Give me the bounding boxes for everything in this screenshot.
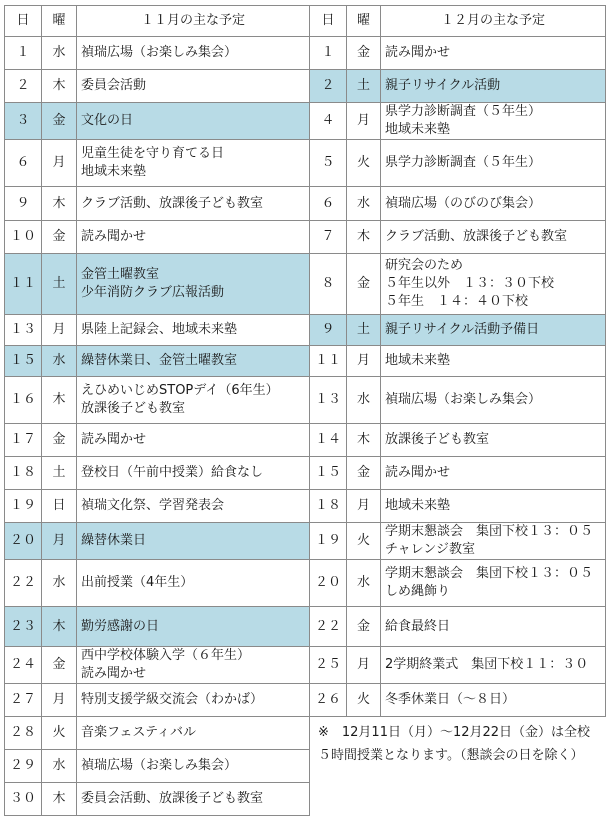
dec-event (381, 187, 606, 221)
nov-event (77, 70, 310, 103)
dec-event-line1: 親子リサイクル活動 (385, 78, 501, 93)
dec-event (381, 221, 606, 254)
dec-weekday: 水 (347, 377, 381, 424)
nov-event-line1: 繰替休業日、金管土曜教室 (81, 353, 238, 368)
dec-event-line1: 放課後子ども教室 (385, 432, 490, 447)
nov-event (77, 315, 310, 346)
nov-event-line1: 禎瑞広場（お楽しみ集会） (81, 758, 238, 773)
nov-event-line1: 金管土曜教室 (81, 267, 160, 282)
header-right-wd: 曜 (347, 6, 381, 37)
dec-event-line1: 親子リサイクル活動予備日 (385, 322, 540, 337)
nov-event-line1: 繰替休業日 (81, 533, 147, 548)
nov-event-line1: 禎瑞文化祭、学習発表会 (81, 498, 225, 513)
nov-event (77, 187, 310, 221)
nov-event (77, 140, 310, 187)
nov-event (77, 783, 310, 816)
dec-event (381, 103, 606, 140)
header-right-day: 日 (310, 6, 347, 37)
dec-event (381, 607, 606, 647)
nov-weekday: 土 (42, 254, 77, 315)
nov-event-line1: 登校日（午前中授業）給食なし (81, 465, 264, 480)
nov-weekday: 金 (42, 424, 77, 457)
dec-event-line1: 学期末懇談会 集団下校１３：０５ (385, 566, 594, 581)
nov-weekday: 水 (42, 37, 77, 70)
nov-event-line1: 県陸上記録会、地域未来塾 (81, 322, 238, 337)
nov-day: １０ (5, 221, 42, 254)
dec-weekday: 土 (347, 315, 381, 346)
header-right-event: １２月の主な予定 (381, 6, 606, 37)
dec-day: ２２ (310, 607, 347, 647)
nov-event-line1: 勤労感謝の日 (81, 618, 160, 634)
nov-event-line2: 地域未来塾 (81, 164, 147, 179)
nov-weekday: 月 (42, 523, 77, 560)
dec-event (381, 254, 606, 315)
dec-day: ９ (310, 315, 347, 346)
nov-day: １９ (5, 490, 42, 523)
dec-day: １ (310, 37, 347, 70)
nov-weekday: 火 (42, 717, 77, 750)
nov-day: ２８ (5, 717, 42, 750)
nov-event-line1: 西中学校体験入学（６年生） (81, 648, 251, 663)
nov-day: ２ (5, 70, 42, 103)
dec-weekday: 火 (347, 684, 381, 717)
nov-event-line1: クラブ活動、放課後子ども教室 (81, 195, 264, 211)
nov-weekday: 月 (42, 140, 77, 187)
dec-weekday: 金 (347, 457, 381, 490)
header-left-day: 日 (5, 6, 42, 37)
dec-day: ２０ (310, 560, 347, 607)
nov-weekday: 金 (42, 103, 77, 140)
nov-event (77, 490, 310, 523)
nov-weekday: 水 (42, 750, 77, 783)
dec-event (381, 457, 606, 490)
nov-event (77, 103, 310, 140)
dec-event-line1: 2学期終業式 集団下校１１：３０ (385, 657, 589, 672)
dec-event (381, 37, 606, 70)
nov-event-line1: えひめいじめSTOPデイ（6年生） (81, 383, 279, 398)
nov-weekday: 金 (42, 221, 77, 254)
dec-weekday: 金 (347, 607, 381, 647)
nov-weekday: 月 (42, 684, 77, 717)
nov-weekday: 月 (42, 315, 77, 346)
nov-event (77, 221, 310, 254)
dec-weekday: 水 (347, 187, 381, 221)
nov-weekday: 木 (42, 783, 77, 816)
dec-event-line1: 冬季休業日（～８日） (385, 692, 516, 707)
nov-event-line1: 児童生徒を守り育てる日 (81, 146, 225, 161)
dec-event-line1: 禎瑞広場（のびのび集会） (385, 195, 542, 211)
dec-event (381, 315, 606, 346)
dec-day: １１ (310, 346, 347, 377)
dec-weekday: 土 (347, 70, 381, 103)
nov-day: ２３ (5, 607, 42, 647)
dec-event-line2: チャレンジ教室 (385, 542, 475, 557)
nov-day: ２４ (5, 647, 42, 684)
nov-event (77, 346, 310, 377)
dec-event (381, 140, 606, 187)
dec-day: １８ (310, 490, 347, 523)
nov-day: １７ (5, 424, 42, 457)
dec-weekday: 月 (347, 490, 381, 523)
nov-event-line1: 読み聞かせ (81, 229, 147, 244)
nov-event-line1: 特別支援学級交流会（わかば） (81, 692, 264, 707)
nov-day: １６ (5, 377, 42, 424)
dec-note: ※ 12月11日（月）～12月22日（金）は全校５時間授業となります。（懇談会の日を除く） (310, 717, 606, 816)
dec-day: ２ (310, 70, 347, 103)
dec-day: ７ (310, 221, 347, 254)
dec-event-line3: ５年生 １４：４０下校 (385, 294, 529, 309)
dec-event-line1: 研究会のため (385, 258, 464, 273)
nov-event-line1: 出前授業（4年生） (81, 575, 194, 590)
nov-event (77, 377, 310, 424)
dec-event-line1: 読み聞かせ (385, 45, 451, 60)
nov-event-line1: 読み聞かせ (81, 432, 147, 447)
dec-weekday: 金 (347, 37, 381, 70)
nov-event (77, 457, 310, 490)
nov-day: １１ (5, 254, 42, 315)
nov-event (77, 523, 310, 560)
nov-event (77, 560, 310, 607)
dec-day: １５ (310, 457, 347, 490)
dec-weekday: 金 (347, 254, 381, 315)
nov-event (77, 750, 310, 783)
nov-event (77, 717, 310, 750)
dec-event-line1: 学期末懇談会 集団下校１３：０５ (385, 524, 594, 539)
dec-event-line2: 地域未来塾 (385, 122, 451, 137)
dec-day: ２５ (310, 647, 347, 684)
nov-weekday: 土 (42, 457, 77, 490)
nov-event (77, 684, 310, 717)
dec-event-line1: 地域未来塾 (385, 498, 451, 513)
nov-event-line2: 少年消防クラブ広報活動 (81, 285, 225, 300)
nov-weekday: 木 (42, 70, 77, 103)
dec-event-line1: 地域未来塾 (385, 353, 451, 368)
nov-weekday: 木 (42, 377, 77, 424)
dec-event-line1: 給食最終日 (385, 618, 451, 634)
dec-event (381, 560, 606, 607)
schedule-table (4, 5, 606, 816)
header-left-event: １１月の主な予定 (77, 6, 310, 37)
nov-event (77, 647, 310, 684)
dec-weekday: 水 (347, 560, 381, 607)
nov-event-line1: 禎瑞広場（お楽しみ集会） (81, 45, 238, 60)
nov-day: １８ (5, 457, 42, 490)
dec-day: ５ (310, 140, 347, 187)
dec-day: １９ (310, 523, 347, 560)
dec-event-line1: 読み聞かせ (385, 465, 451, 480)
nov-event (77, 424, 310, 457)
nov-weekday: 木 (42, 187, 77, 221)
nov-event-line1: 委員会活動 (81, 78, 147, 93)
dec-event (381, 490, 606, 523)
nov-day: ２２ (5, 560, 42, 607)
dec-event-line1: 県学力診断調査（５年生） (385, 155, 542, 170)
dec-event-line2: しめ縄飾り (385, 584, 451, 599)
nov-day: ２０ (5, 523, 42, 560)
dec-weekday: 月 (347, 103, 381, 140)
dec-event (381, 523, 606, 560)
dec-event (381, 346, 606, 377)
nov-event-line2: 読み聞かせ (81, 666, 147, 681)
header-left-wd: 曜 (42, 6, 77, 37)
nov-day: ３ (5, 103, 42, 140)
nov-event (77, 37, 310, 70)
nov-day: ２９ (5, 750, 42, 783)
nov-day: ３０ (5, 783, 42, 816)
dec-weekday: 月 (347, 647, 381, 684)
nov-event-line1: 文化の日 (81, 113, 134, 128)
dec-day: ６ (310, 187, 347, 221)
dec-weekday: 火 (347, 140, 381, 187)
dec-weekday: 火 (347, 523, 381, 560)
dec-day: １４ (310, 424, 347, 457)
nov-day: １ (5, 37, 42, 70)
dec-day: ２６ (310, 684, 347, 717)
dec-event (381, 424, 606, 457)
nov-event (77, 607, 310, 647)
nov-weekday: 木 (42, 607, 77, 647)
nov-day: １５ (5, 346, 42, 377)
nov-event-line1: 音楽フェスティバル (81, 725, 197, 740)
nov-day: ２７ (5, 684, 42, 717)
dec-event-line2: ５年生以外 １３：３０下校 (385, 276, 555, 291)
dec-weekday: 木 (347, 221, 381, 254)
nov-weekday: 水 (42, 346, 77, 377)
dec-event (381, 684, 606, 717)
dec-day: ８ (310, 254, 347, 315)
nov-event (77, 254, 310, 315)
nov-event-line1: 委員会活動、放課後子ども教室 (81, 791, 264, 806)
nov-day: ６ (5, 140, 42, 187)
dec-event-line1: 禎瑞広場（お楽しみ集会） (385, 392, 542, 407)
dec-event (381, 377, 606, 424)
dec-event-line1: 県学力診断調査（５年生） (385, 104, 542, 119)
dec-weekday: 月 (347, 346, 381, 377)
dec-weekday: 木 (347, 424, 381, 457)
dec-day: ４ (310, 103, 347, 140)
nov-weekday: 水 (42, 560, 77, 607)
dec-day: １３ (310, 377, 347, 424)
dec-event (381, 647, 606, 684)
nov-weekday: 金 (42, 647, 77, 684)
dec-event (381, 70, 606, 103)
nov-day: １３ (5, 315, 42, 346)
nov-event-line2: 放課後子ども教室 (81, 401, 186, 416)
nov-day: ９ (5, 187, 42, 221)
nov-weekday: 日 (42, 490, 77, 523)
dec-event-line1: クラブ活動、放課後子ども教室 (385, 229, 568, 244)
